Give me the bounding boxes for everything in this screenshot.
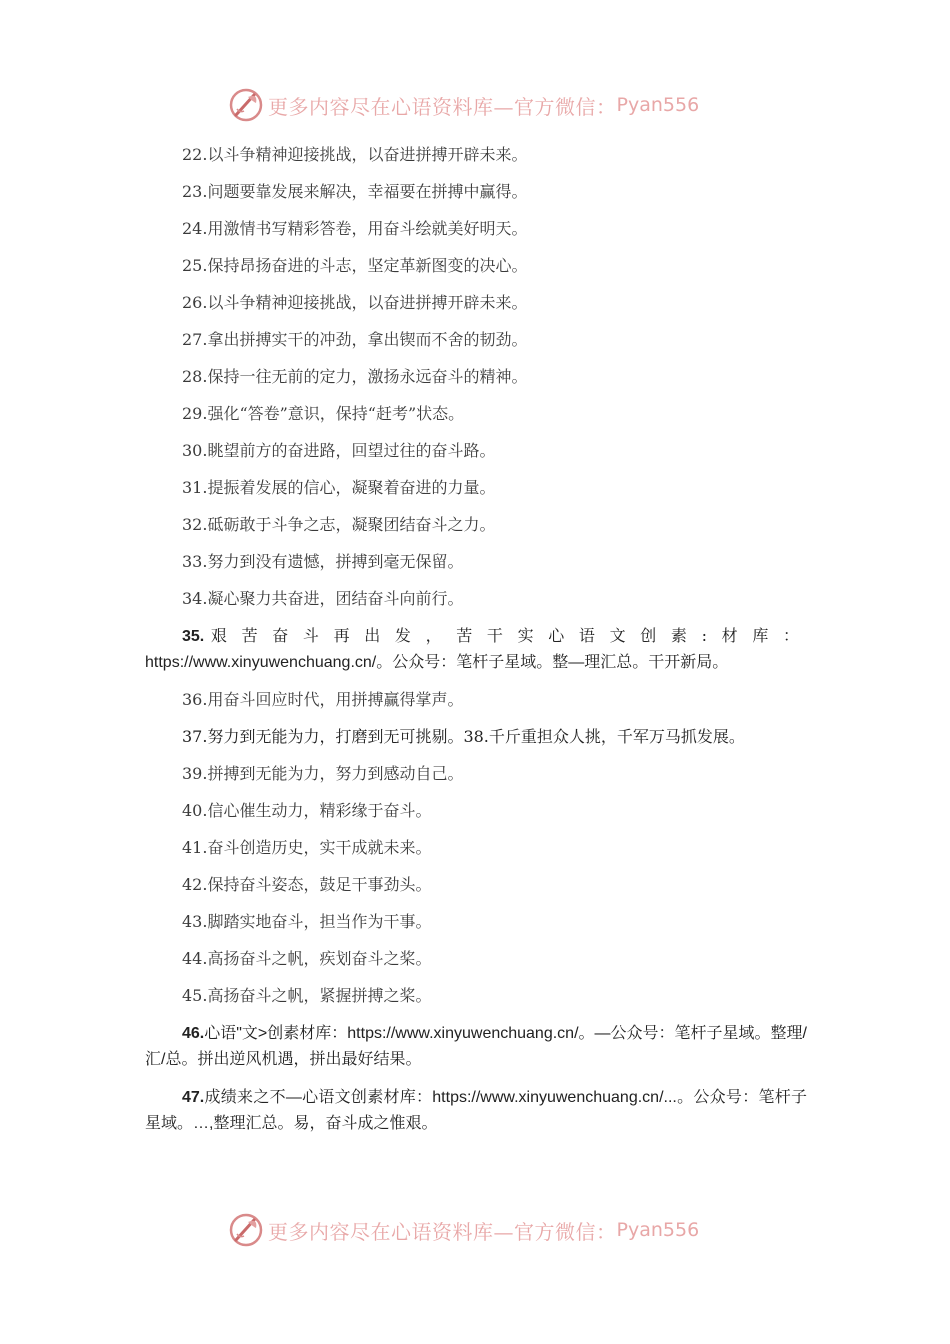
document-body — [145, 142, 807, 1148]
list-item: 44.高扬奋斗之帆，疾划奋斗之桨。 — [182, 949, 432, 968]
paragraph-46-body: 心语"文>创素材库：https://www.xinyuwenchuang.cn/。—公众号：笔杆子星域。整理/汇/总。拼出逆风机遇，拼出最好结果。 — [145, 1025, 807, 1068]
paragraph-46 — [145, 1020, 807, 1072]
paragraph-47-body: 成绩来之不—心语文创素材库：https://www.xinyuwenchuang.cn/...。公众号：笔杆子星域。…,整理汇总。易，奋斗成之惟艰。 — [145, 1089, 807, 1132]
item-number: 46. — [182, 1025, 205, 1042]
list-item: 45.高扬奋斗之帆，紧握拼搏之桨。 — [182, 986, 432, 1005]
list-item: 28.保持一往无前的定力，激扬永远奋斗的精神。 — [182, 367, 528, 386]
list-item: 36.用奋斗回应时代，用拼搏赢得掌声。 — [182, 690, 464, 709]
list-item: 25.保持昂扬奋进的斗志，坚定革新图变的决心。 — [182, 256, 528, 275]
footer-banner — [228, 1210, 699, 1250]
paragraph-35 — [145, 623, 807, 675]
quill-seal-icon — [228, 87, 264, 123]
list-item: 26.以斗争精神迎接挑战，以奋进拼搏开辟未来。 — [182, 293, 528, 312]
list-item: 34.凝心聚力共奋进，团结奋斗向前行。 — [182, 589, 464, 608]
list-item: 27.拿出拼搏实干的冲劲，拿出锲而不舍的韧劲。 — [182, 330, 528, 349]
list-item: 31.提振着发展的信心，凝聚着奋进的力量。 — [182, 478, 496, 497]
list-item: 30.眺望前方的奋进路，回望过往的奋斗路。 — [182, 441, 496, 460]
list-item: 41.奋斗创造历史，实干成就未来。 — [182, 838, 432, 857]
banner-text: 更多内容尽在心语资料库—官方微信： — [268, 1219, 617, 1244]
paragraph-37: 37.努力到无能为力，打磨到无可挑剔。38.千斤重担众人挑，千军万马抓发展。 — [182, 727, 745, 746]
list-item: 39.拼搏到无能为力，努力到感动自己。 — [182, 764, 464, 783]
paragraph-47 — [145, 1084, 807, 1136]
paragraph-35-body: https://www.xinyuwenchuang.cn/。公众号：笔杆子星域。整—理汇总。干开新局。 — [145, 654, 729, 671]
list-item: 40.信心催生动力，精彩缘于奋斗。 — [182, 801, 432, 820]
banner-text: 更多内容尽在心语资料库—官方微信： — [268, 94, 617, 119]
list-item: 22.以斗争精神迎接挑战，以奋进拼搏开辟未来。 — [182, 145, 528, 164]
item-number: 47. — [182, 1089, 205, 1106]
list-item: 43.脚踏实地奋斗，担当作为干事。 — [182, 912, 432, 931]
item-number: 35. — [182, 628, 205, 645]
paragraph-35-heading: 艰苦奋斗再出发，苦干实心语文创素:材库： — [204, 626, 807, 645]
list-item: 33.努力到没有遗憾，拼搏到毫无保留。 — [182, 552, 464, 571]
banner-wechat-id: Pyan556 — [616, 1219, 700, 1241]
list-item: 29.强化“答卷”意识，保持“赶考”状态。 — [182, 404, 465, 423]
list-item: 23.问题要靠发展来解决，幸福要在拼搏中赢得。 — [182, 182, 528, 201]
list-item: 24.用激情书写精彩答卷，用奋斗绘就美好明天。 — [182, 219, 528, 238]
list-item: 42.保持奋斗姿态，鼓足干事劲头。 — [182, 875, 432, 894]
header-banner — [228, 85, 699, 125]
list-item: 32.砥砺敢于斗争之志，凝聚团结奋斗之力。 — [182, 515, 496, 534]
banner-wechat-id: Pyan556 — [616, 94, 700, 116]
quill-seal-icon — [228, 1212, 264, 1248]
